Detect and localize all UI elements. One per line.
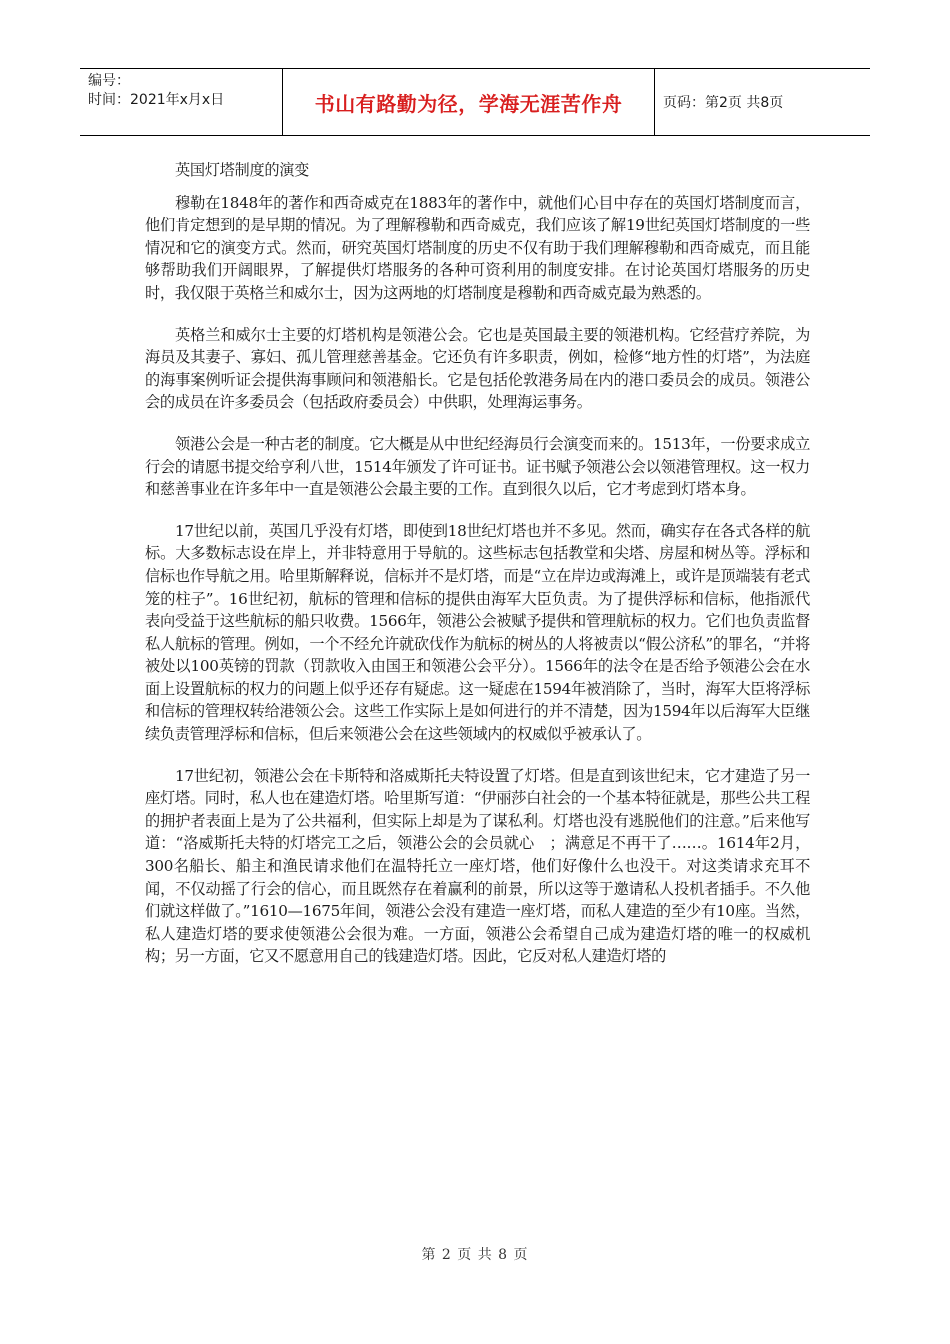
paragraph-1: 穆勒在1848年的著作和西奇威克在1883年的著作中，就他们心目中存在的英国灯塔制度而言，他们肯定想到的是早期的情况。为了理解穆勒和西奇威克，我们应该了解19世纪英国灯塔制度的一些情况和它的演变方式。然而，研究英国灯塔制度的历史不仅有助于我们理解穆勒和西奇威克，而且能够帮助我们开阔眼界，了解提供灯塔服务的各种可资利用的制度安排。在讨论英国灯塔服务的历史时，我仅限于英格兰和威尔士，因为这两地的灯塔制度是穆勒和西奇威克最为熟悉的。 <box>145 193 810 302</box>
article-title: 英国灯塔制度的演变 <box>175 161 309 179</box>
paragraph-4: 17世纪以前，英国几乎没有灯塔，即使到18世纪灯塔也并不多见。然而，确实存在各式各样的航标。大多数标志设在岸上，并非特意用于导航的。这些标志包括教堂和尖塔、房屋和树丛等。浮标和信标也作导航之用。哈里斯解释说，信标并不是灯塔，而是“立在岸边或海滩上，或许是顶端装有老式笼的柱子”。16世纪初，航标的管理和信标的提供由海军大臣负责。为了提供浮标和信标，他指派代表向受益于这些航标的船只收费。1566年，领港公会被赋予提供和管理航标的权力。它们也负责监督私人航标的管理。例如，一个不经允许就砍伐作为航标的树丛的人将被责以“假公济私”的罪名，“并将被处以100英镑的罚款（罚款收入由国王和领港公会平分）。1566年的法令在是否给予领港公会在水面上设置航标的权力的问题上似乎还存有疑虑。这一疑虑在1594年被消除了，当时，海军大臣将浮标和信标的管理权转给港领公会。这些工作实际上是如何进行的并不清楚，因为1594年以后海军大臣继续负责管理浮标和信标，但后来领港公会在这些领域内的权威似乎被承认了。 <box>145 521 810 744</box>
paragraph-2: 英格兰和威尔士主要的灯塔机构是领港公会。它也是英国最主要的领港机构。它经营疗养院，为海员及其妻子、寡妇、孤儿管理慈善基金。它还负有许多职责，例如，检修“地方性的灯塔”，为法庭的海事案例听证会提供海事顾问和领港船长。它是包括伦敦港务局在内的港口委员会的成员。领港公会的成员在许多委员会（包括政府委员会）中供职，处理海运事务。 <box>145 325 810 412</box>
document-date: 时间：2021年x月x日 <box>88 92 225 108</box>
paragraph-3: 领港公会是一种古老的制度。它大概是从中世纪经海员行会演变而来的。1513年，一份要求成立行会的请愿书提交给亨利八世，1514年颁发了许可证书。证书赋予领港公会以领港管理权。这一权力和慈善事业在许多年中一直是领港公会最主要的工作。直到很久以后，它才考虑到灯塔本身。 <box>145 434 810 499</box>
paragraph-5: 17世纪初，领港公会在卡斯特和洛威斯托夫特设置了灯塔。但是直到该世纪末，它才建造了另一座灯塔。同时，私人也在建造灯塔。哈里斯写道：“伊丽莎白社会的一个基本特征就是，那些公共工程的拥护者表面上是为了公共福利，但实际上却是为了谋私利。灯塔也没有逃脱他们的注意。”后来他写道：“洛威斯托夫特的灯塔完工之后，领港公会的会员就心 ；满意足不再干了……。1614年2月，300名船长、船主和渔民请求他们在温特托立一座灯塔，他们好像什么也没干。对这类请求充耳不闻，不仅动摇了行会的信心，而且既然存在着赢利的前景，所以这等于邀请私人投机者插手。不久他们就这样做了。”1610—1675年间，领港公会没有建造一座灯塔，而私人建造的至少有10座。当然，私人建造灯塔的要求使领港公会很为难。一方面，领港公会希望自己成为建造灯塔的唯一的权威机构；另一方面，它又不愿意用自己的钱建造灯塔。因此，它反对私人建造灯塔的 <box>145 766 810 966</box>
header-meta <box>80 69 283 135</box>
header-motto: 书山有路勤为径，学海无涯苦作舟 <box>283 69 655 135</box>
page-footer: 第 2 页 共 8 页 <box>421 1247 529 1263</box>
article-body <box>145 159 810 987</box>
page-header <box>80 68 870 136</box>
header-page-info: 页码：第2页 共8页 <box>663 95 784 111</box>
document-number-label: 编号： <box>88 73 130 89</box>
